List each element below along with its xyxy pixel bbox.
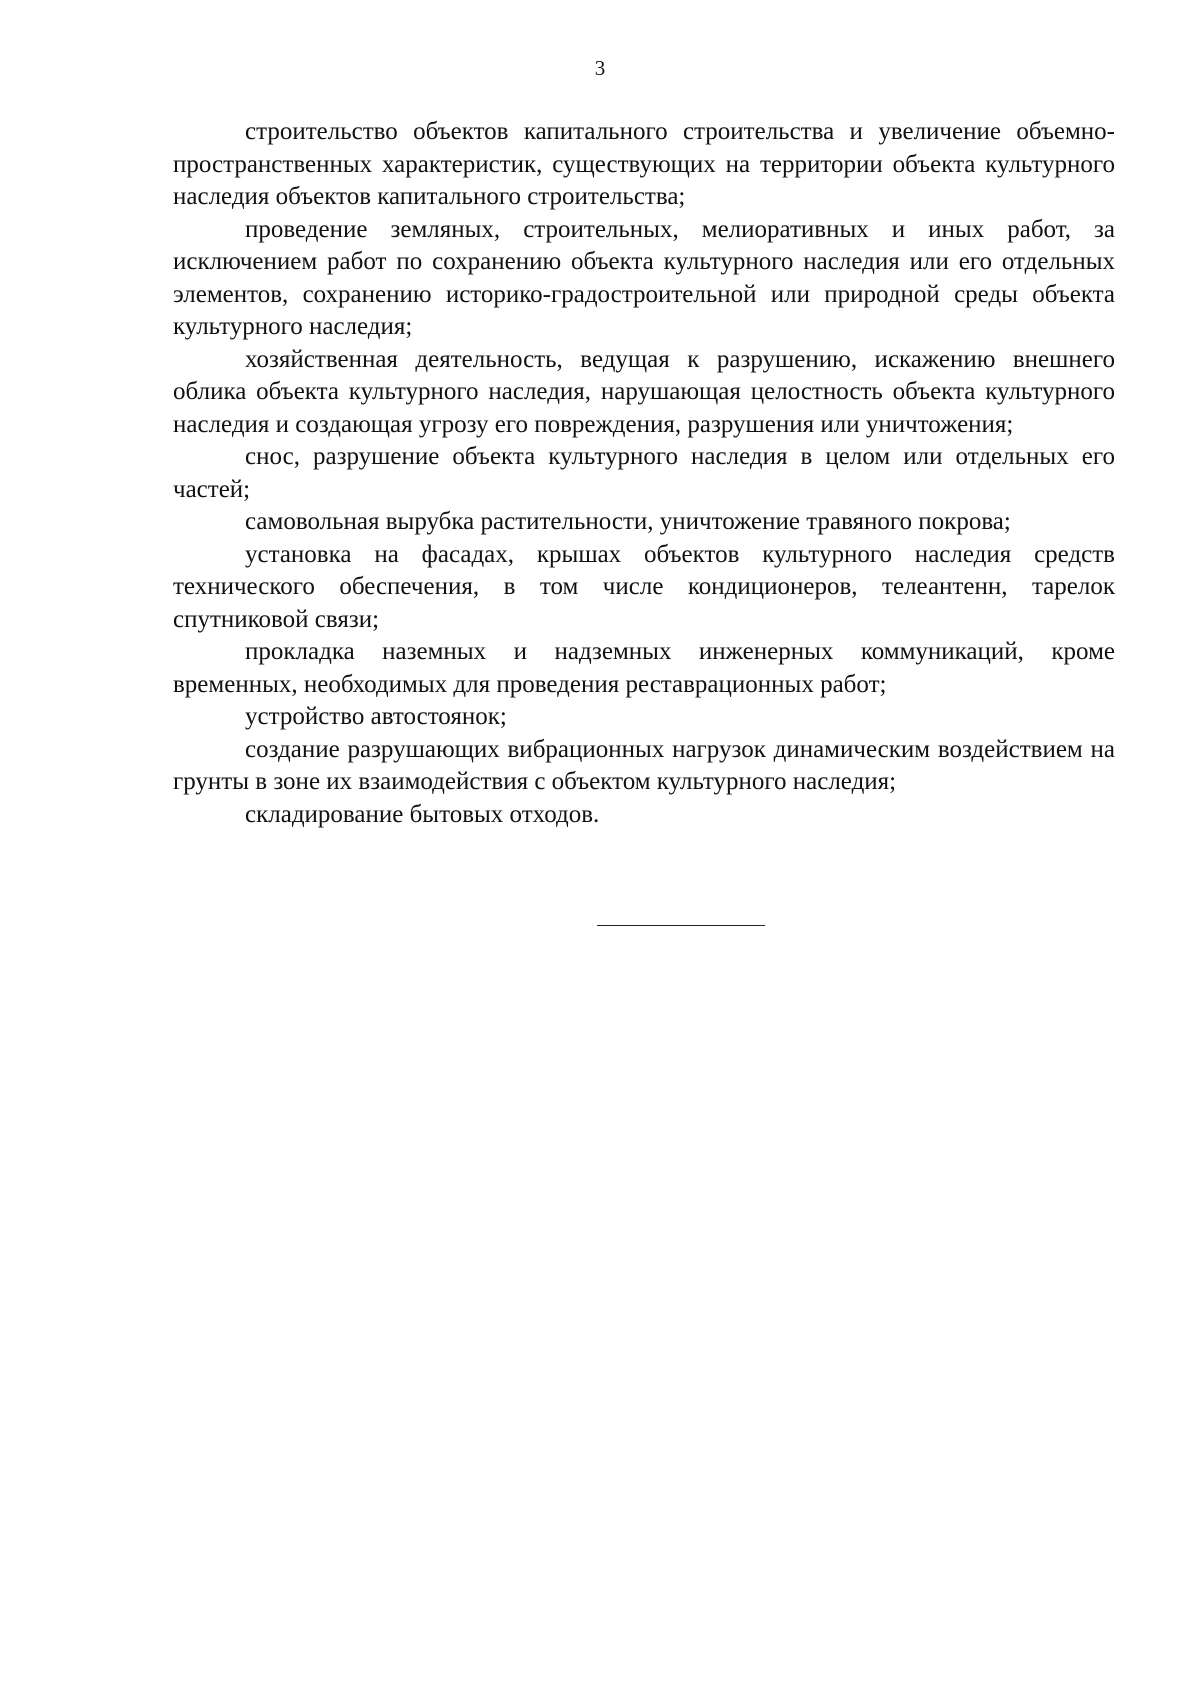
paragraph: снос, разрушение объекта культурного наследия в целом или отдельных его частей; (173, 443, 1115, 503)
end-separator-line (597, 925, 765, 926)
paragraph: строительство объектов капитального строительства и увеличение объемно-пространственных характеристик, существующих на территории объекта культурного наследия объектов капитального строительства; (173, 118, 1115, 210)
paragraph: складирование бытовых отходов. (245, 800, 600, 828)
paragraph: устройство автостоянок; (245, 703, 507, 730)
paragraph: прокладка наземных и надземных инженерных коммуникаций, кроме временных, необходимых для проведения реставрационных работ; (173, 638, 1115, 698)
paragraph: создание разрушающих вибрационных нагрузок динамическим воздействием на грунты в зоне их взаимодействия с объектом культурного наследия; (173, 735, 1115, 795)
document-body (173, 116, 1115, 831)
paragraph: установка на фасадах, крышах объектов культурного наследия средств технического обеспечения, в том числе кондиционеров, телеантенн, тарелок спутниковой связи; (173, 540, 1115, 633)
paragraph: самовольная вырубка растительности, уничтожение травяного покрова; (245, 508, 1011, 535)
paragraph: проведение земляных, строительных, мелиоративных и иных работ, за исключением работ по сохранению объекта культурного наследия или его отдельных элементов, сохранению историко-градостроительной или природной среды объекта культурного наследия; (173, 215, 1115, 340)
paragraph: хозяйственная деятельность, ведущая к разрушению, искажению внешнего облика объекта культурного наследия, нарушающая целостность объекта культурного наследия и создающая угрозу его повреждения, разрушения или уничтожения; (173, 345, 1115, 438)
page-number: 3 (594, 56, 606, 80)
